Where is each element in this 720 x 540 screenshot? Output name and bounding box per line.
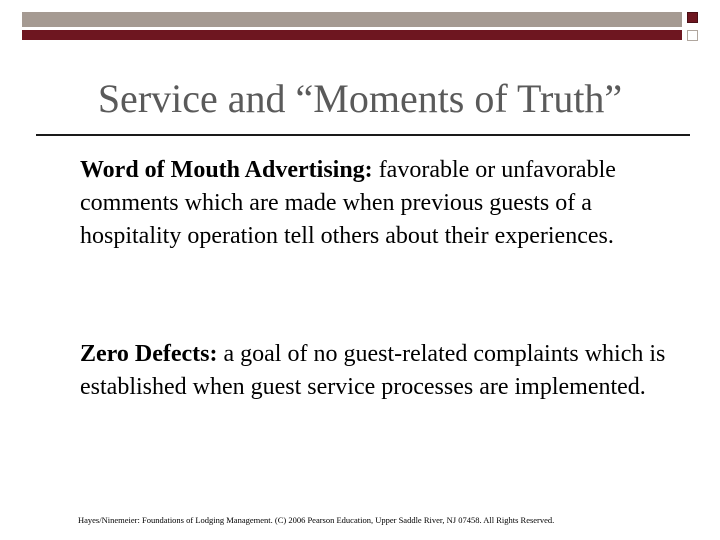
definition-term: Word of Mouth Advertising:: [80, 157, 373, 183]
definition-zero-defects: [80, 338, 680, 404]
definition-term: Zero Defects:: [80, 341, 218, 367]
slide-title: Service and “Moments of Truth”: [97, 76, 623, 121]
top-band-dark: [22, 30, 682, 40]
corner-square-light: [687, 30, 698, 41]
corner-square-dark: [687, 12, 698, 23]
definition-text: favorable or unfavorable comments which are made when previous guests of a hospitality operation tell others about their experiences.: [80, 157, 616, 249]
copyright-footer: Hayes/Ninemeier: Foundations of Lodging Management. (C) 2006 Pearson Education, Upper Saddle River, NJ 07458. All Rights Reserved.: [78, 515, 555, 525]
title-divider: [36, 134, 690, 136]
top-band-light: [22, 12, 682, 27]
definition-text: a goal of no guest-related complaints which is established when guest service processes are implemented.: [80, 341, 666, 400]
definition-word-of-mouth: [80, 154, 680, 253]
